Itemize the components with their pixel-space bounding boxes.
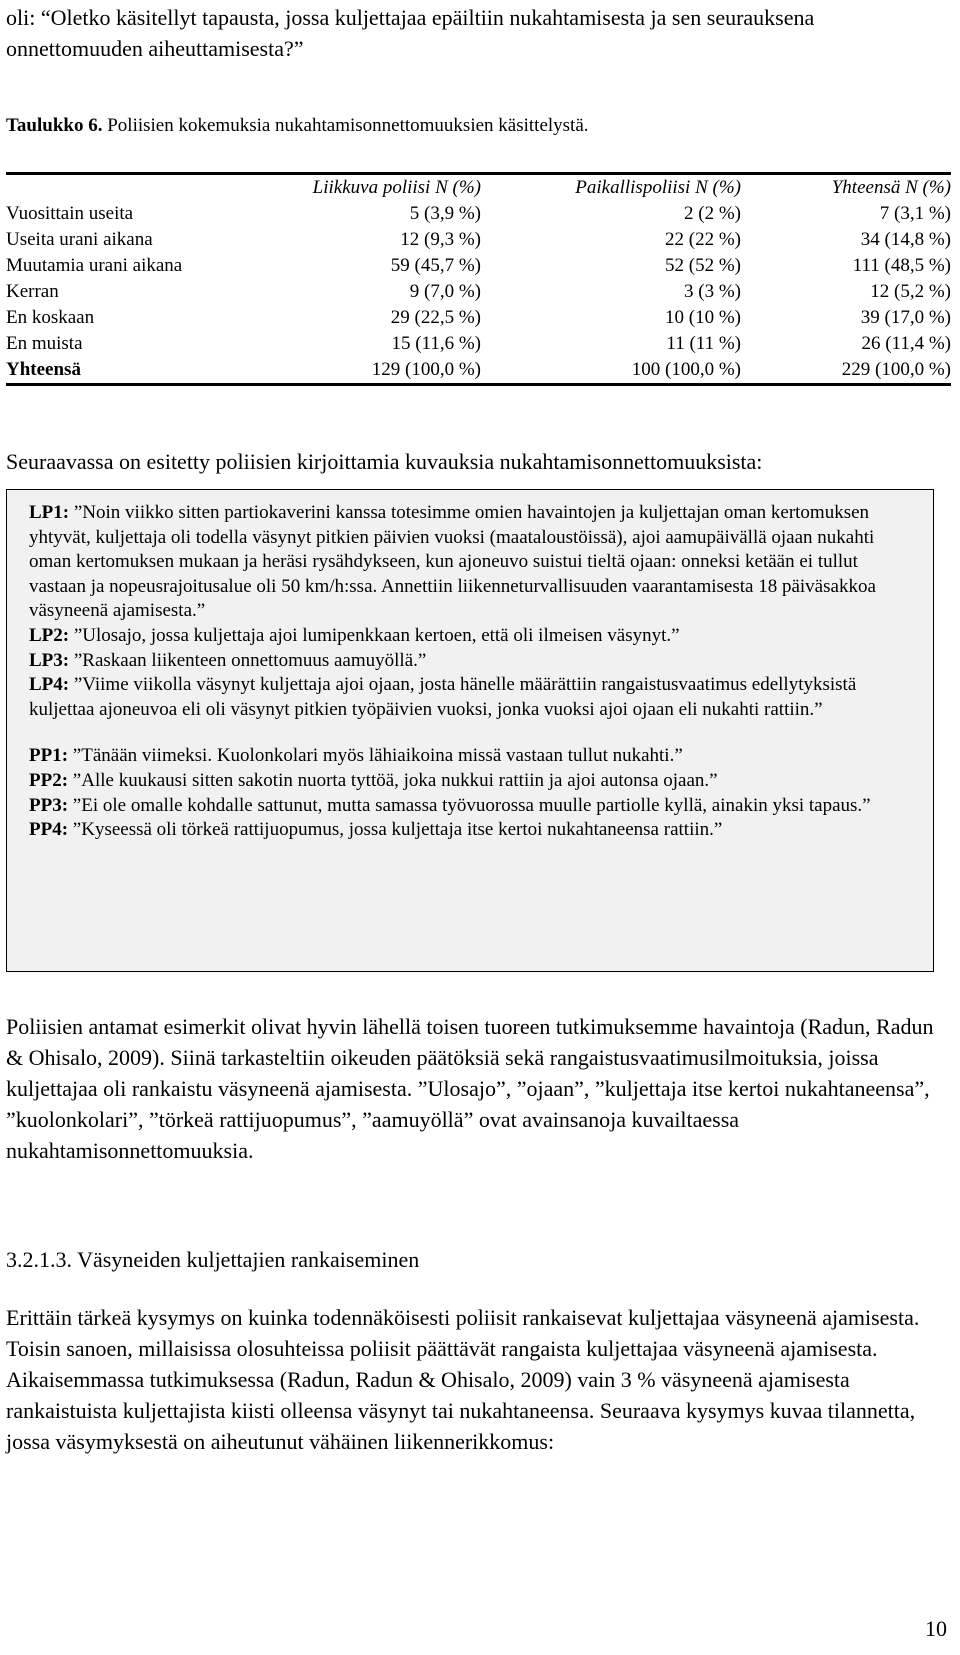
quote-code: LP2:	[29, 624, 70, 646]
quote-text: ”Tänään viimeksi. Kuolonkolari myös lähiaikoina missä vastaan tullut nukahti.”	[68, 745, 683, 767]
quote-code: PP4:	[29, 819, 69, 841]
quote-code: LP3:	[29, 649, 70, 671]
table-cell: 26 (11,4 %)	[861, 333, 951, 354]
quote-text: ”Noin viikko sitten partiokaverini kanssa totesimme omien havaintojen ja kuljettajan oman kertomuksen yhtyvät, kuljettaja oli todella väsynyt pitkien päivien vuoksi (maataloustöissä), ajoi aamupäivällä ojaan nukahti oman kertomuksen mukaan ja heräsi rysähdykseen, kun ajoneuvo suistui tieltä ojaan: onneksi ketään ei tullut vastaan ja nopeusrajoitusalue oli 50 km/h:ssa. Annettiin liikenneturvallisuuden vaarantamisesta 18 päiväsakkoa väsyneenä ajamisesta.”	[29, 502, 876, 622]
body-paragraph-punishment: Erittäin tärkeä kysymys on kuinka todennäköisesti poliisit rankaisevat kuljettajaa väsyneenä ajamisesta. Toisin sanoen, millaisissa olosuhteissa poliisit päättävät rangaista kuljettajaa väsyneenä ajamisesta. Aikaisemmassa tutkimuksessa (Radun, Radun & Ohisalo, 2009) vain 3 % väsyneenä ajamisesta rankaistuista kuljettajista kiisti olleensa väsynyt tai nukahtaneensa. Seuraava kysymys kuvaa tilannetta, jossa väsymyksestä on aiheutunut vähäinen liikennerikkomus:	[6, 1305, 920, 1454]
table-cell: 9 (7,0 %)	[409, 281, 481, 302]
quote-lp3	[29, 649, 911, 674]
quote-code: PP1:	[29, 745, 69, 767]
table-cell: 100 (100,0 %)	[631, 359, 741, 380]
table-header-cell	[6, 174, 226, 202]
table-caption-text: Poliisien kokemuksia nukahtamisonnettomuuksien käsittelystä.	[102, 115, 589, 136]
row-label: Muutamia urani aikana	[6, 255, 183, 276]
quote-code: LP1:	[29, 502, 70, 523]
quote-text: ”Viime viikolla väsynyt kuljettaja ajoi ojaan, josta hänelle määrättiin rangaistusvaatimus edellytyksistä kuljettaa ajoneuvoa eli oli väsynyt pitkien työpäivien vuoksi, jonka vuoksi ajoi ojaan eli nukahti rattiin.”	[29, 674, 857, 720]
table-cell: 15 (11,6 %)	[391, 333, 481, 354]
quote-text: ”Ei ole omalle kohdalle sattunut, mutta samassa työvuorossa muulle partiolle kyllä, ainakin yksi tapaus.”	[68, 794, 871, 816]
row-label: Yhteensä	[6, 359, 81, 380]
table-cell: 2 (2 %)	[684, 203, 741, 224]
table-header-cell: Yhteensä N (%)	[831, 177, 951, 198]
quote-lp4	[29, 673, 911, 722]
quote-text: ”Alle kuukausi sitten sakotin nuorta tyttöä, joka nukkui rattiin ja ajoi autonsa ojaan.”	[68, 769, 718, 791]
table-cell: 39 (17,0 %)	[860, 307, 951, 328]
quote-pp3	[29, 794, 911, 819]
quote-pp4	[29, 818, 911, 843]
table-caption	[6, 114, 589, 138]
row-label: Vuosittain useita	[6, 203, 134, 224]
quote-code: PP2:	[29, 769, 69, 791]
table-cell: 10 (10 %)	[665, 307, 741, 328]
table-cell: 22 (22 %)	[665, 229, 741, 250]
table-cell: 129 (100,0 %)	[371, 359, 481, 380]
table-cell: 11 (11 %)	[666, 333, 741, 354]
quote-code: PP3:	[29, 794, 69, 816]
table-total-row	[6, 357, 951, 385]
table-cell: 34 (14,8 %)	[860, 229, 951, 250]
results-table	[6, 172, 951, 386]
results-table-wrapper	[6, 172, 951, 386]
quote-lp2	[29, 624, 911, 649]
page-number: 10	[925, 1616, 947, 1641]
table-cell: 7 (3,1 %)	[879, 203, 951, 224]
table-cell: 59 (45,7 %)	[390, 255, 481, 276]
quote-text: ”Kyseessä oli törkeä rattijuopumus, jossa kuljettaja itse kertoi nukahtaneensa rattiin.”	[68, 819, 723, 841]
table-row	[6, 227, 951, 253]
quote-pp1	[29, 744, 911, 769]
table-row	[6, 279, 951, 305]
table-cell: 29 (22,5 %)	[390, 307, 481, 328]
quote-lp1	[29, 501, 911, 624]
police-quotes-box	[6, 489, 934, 972]
table-row	[6, 305, 951, 331]
row-label: Kerran	[6, 281, 59, 302]
table-cell: 5 (3,9 %)	[409, 203, 481, 224]
table-cell: 52 (52 %)	[665, 255, 741, 276]
quote-group-spacer	[29, 722, 911, 744]
table-caption-label: Taulukko 6.	[6, 115, 103, 136]
survey-question-text: oli: “Oletko käsitellyt tapausta, jossa kuljettajaa epäiltiin nukahtamisesta ja sen seurauksena onnettomuuden aiheuttamisesta?”	[6, 5, 815, 61]
section-heading: 3.2.1.3. Väsyneiden kuljettajien rankaiseminen	[6, 1247, 420, 1272]
row-label: Useita urani aikana	[6, 229, 153, 250]
quote-code: LP4:	[29, 674, 70, 696]
table-header-cell: Paikallispoliisi N (%)	[575, 177, 741, 198]
quote-pp2	[29, 769, 911, 794]
table-cell: 3 (3 %)	[684, 281, 741, 302]
table-cell: 229 (100,0 %)	[841, 359, 951, 380]
table-header-row	[6, 174, 951, 202]
table-header-cell: Liikkuva poliisi N (%)	[312, 177, 481, 198]
row-label: En muista	[6, 333, 83, 354]
table-row	[6, 331, 951, 357]
quotes-intro: Seuraavassa on esitetty poliisien kirjoittamia kuvauksia nukahtamisonnettomuuksista:	[6, 449, 763, 474]
table-row	[6, 253, 951, 279]
table-cell: 111 (48,5 %)	[852, 255, 951, 276]
body-paragraph-examples: Poliisien antamat esimerkit olivat hyvin lähellä toisen tuoreen tutkimuksemme havaintoja (Radun, Radun & Ohisalo, 2009). Siinä tarkasteltiin oikeuden päätöksiä sekä rangaistusvaatimusilmoituksia, joissa kuljettajaa oli rankaistu väsyneenä ajamisesta. ”Ulosajo”, ”ojaan”, ”kuljettaja itse kertoi nukahtaneensa”, ”kuolonkolari”, ”törkeä rattijuopumus”, ”aamuyöllä” ovat avainsanoja kuvailtaessa nukahtamisonnettomuuksia.	[6, 1014, 934, 1163]
row-label: En koskaan	[6, 307, 95, 328]
quote-text: ”Raskaan liikenteen onnettomuus aamuyöllä.”	[69, 649, 427, 671]
table-cell: 12 (9,3 %)	[400, 229, 481, 250]
quote-text: ”Ulosajo, jossa kuljettaja ajoi lumipenkkaan kertoen, että oli ilmeisen väsynyt.”	[69, 624, 680, 646]
table-cell: 12 (5,2 %)	[870, 281, 951, 302]
table-row	[6, 201, 951, 227]
